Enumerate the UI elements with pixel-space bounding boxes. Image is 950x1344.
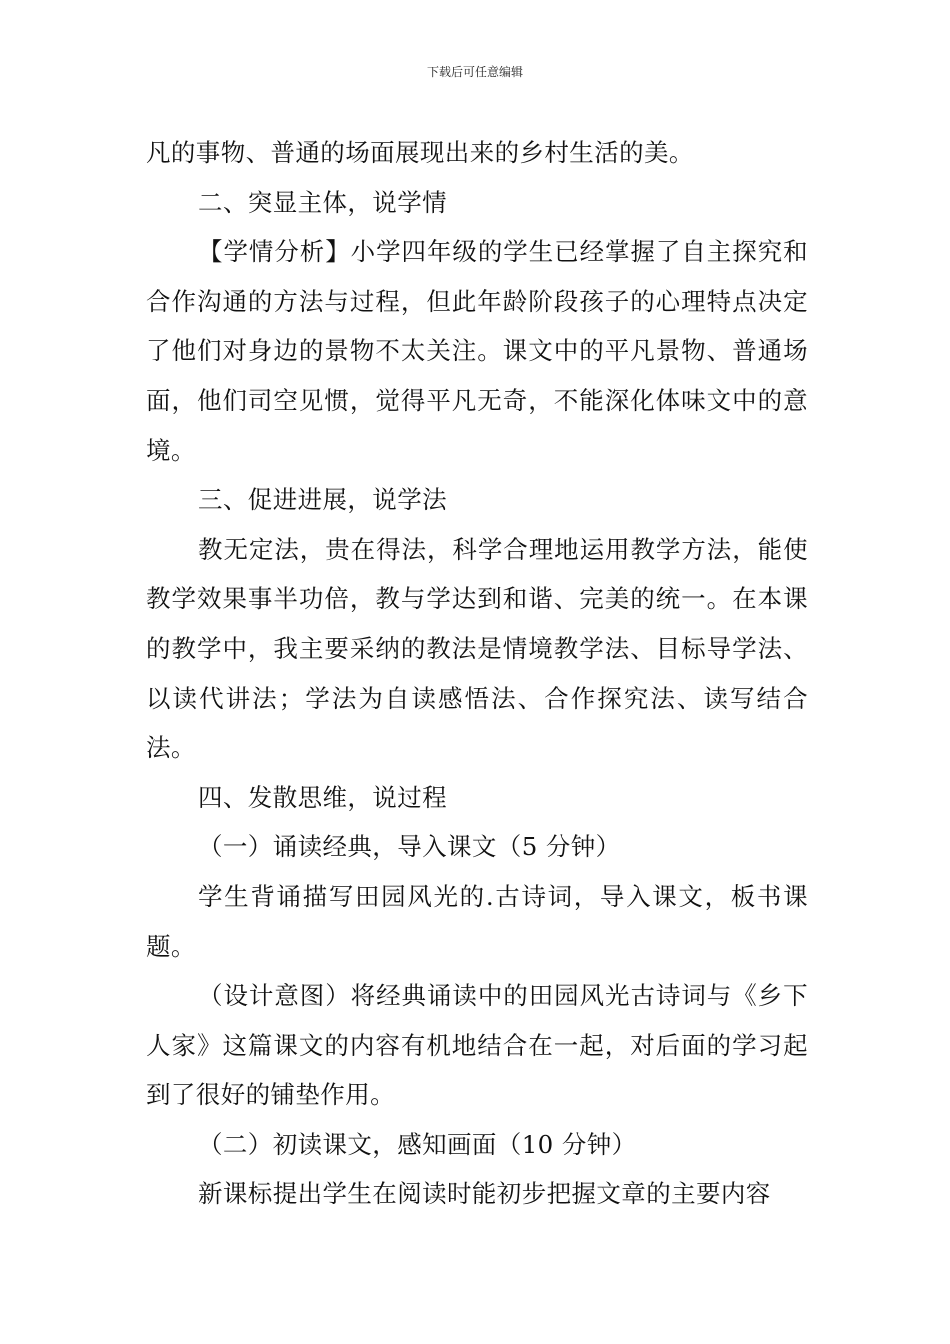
subheading-step-two: （二）初读课文，感知画面（10 分钟）: [198, 1129, 637, 1159]
subheading-step-one: （一）诵读经典，导入课文（5 分钟）: [198, 832, 621, 862]
paragraph-learning-method: 教无定法，贵在得法，科学合理地运用教学方法，能使教学效果事半功倍，教与学达到和谐、完美的统一。在本课的教学中，我主要采纳的教法是情境教学法、目标导学法、以读代讲法；学法为自读感悟法、合作探究法、读写结合法。: [146, 534, 808, 763]
paragraph-step-one: 学生背诵描写田园风光的.古诗词，导入课文，板书课题。: [146, 881, 808, 961]
section-heading-student-analysis: 二、突显主体，说学情: [198, 187, 447, 217]
page-header: 下载后可任意编辑: [426, 65, 523, 79]
section-heading-process: 四、发散思维，说过程: [198, 782, 447, 812]
paragraph-student-analysis: 【学情分析】小学四年级的学生已经掌握了自主探究和合作沟通的方法与过程，但此年龄阶段孩子的心理特点决定了他们对身边的景物不太关注。课文中的平凡景物、普通场面，他们司空见惯，觉得平凡无奇，不能深化体味文中的意境。: [146, 237, 808, 465]
paragraph-step-two: 新课标提出学生在阅读时能初步把握文章的主要内容: [198, 1179, 771, 1209]
section-heading-learning-method: 三、促进进展，说学法: [198, 485, 447, 515]
paragraph-design-intent: （设计意图）将经典诵读中的田园风光古诗词与《乡下人家》这篇课文的内容有机地结合在一起，对后面的学习起到了很好的铺垫作用。: [146, 981, 808, 1110]
paragraph-continuation: 凡的事物、普通的场面展现出来的乡村生活的美。: [146, 138, 694, 167]
document-body: [146, 128, 808, 1219]
